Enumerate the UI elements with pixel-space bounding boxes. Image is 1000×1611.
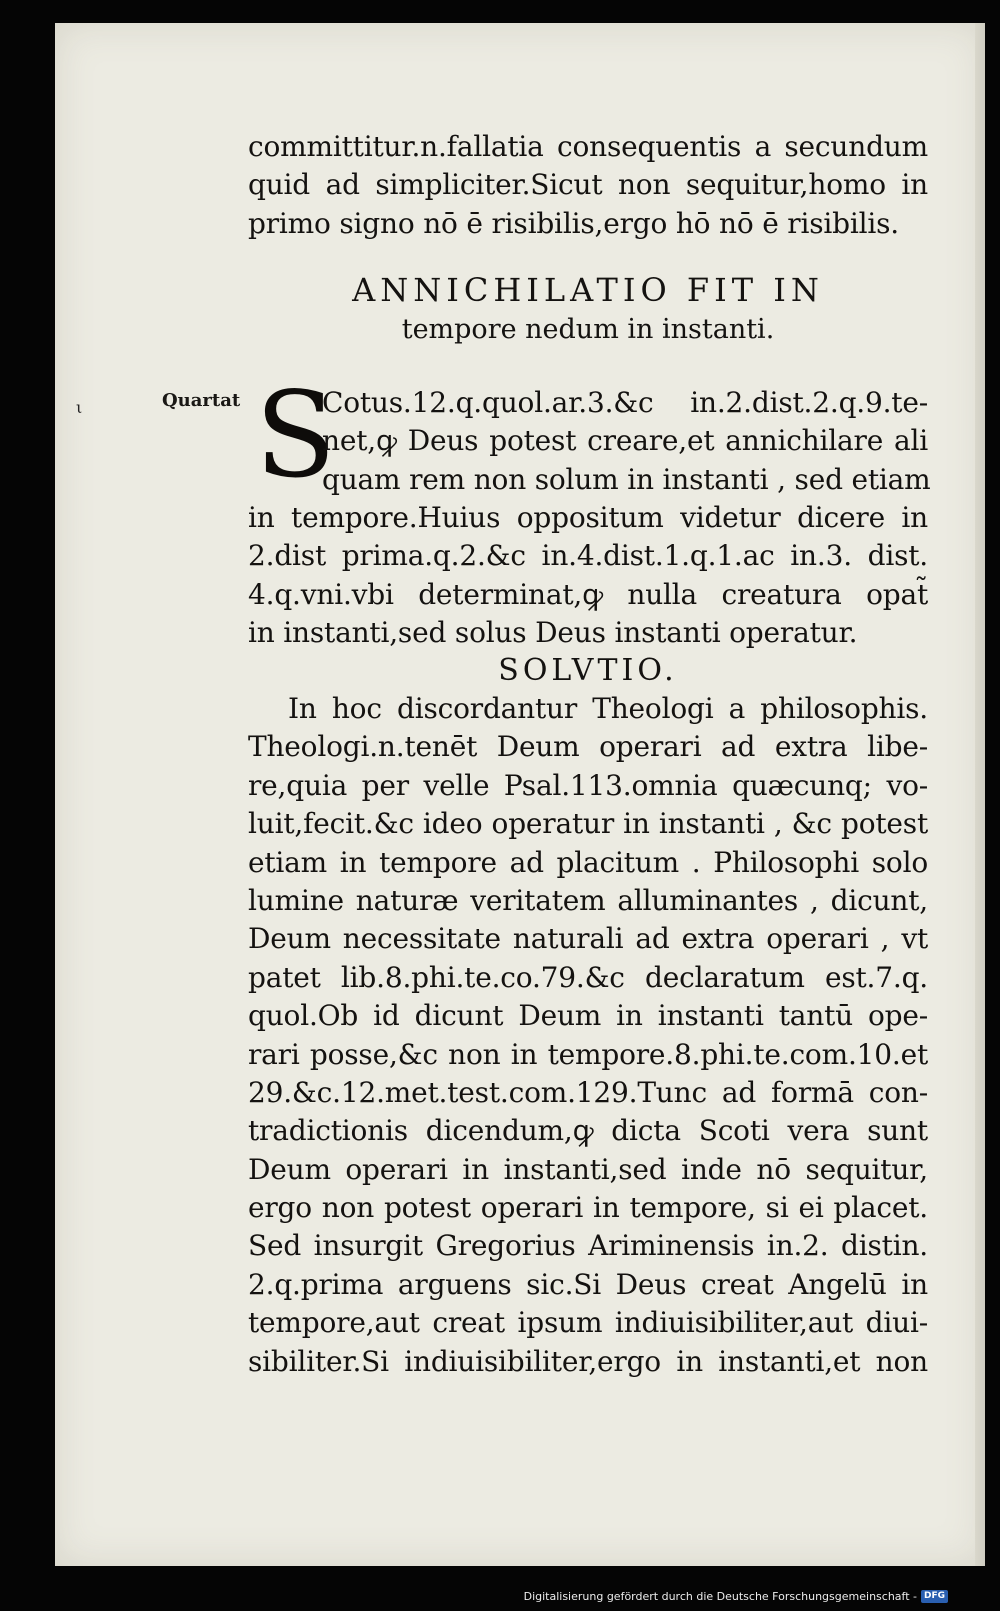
text-line: in instanti,sed solus Deus instanti operatur.: [248, 616, 858, 650]
text-line: ergo non potest operari in tempore, si ei placet.: [248, 1191, 928, 1225]
text-line: net,ꝙ Deus potest creare,et annichilare ali: [322, 424, 928, 458]
text-line: Theologi.n.tenēt Deum operari ad extra libe-: [248, 730, 928, 764]
text-line: luit,fecit.&c ideo operatur in instanti , &c potest: [248, 807, 928, 841]
text-line: 4.q.vni.vbi determinat,ꝙ nulla creatura opat̃: [248, 577, 928, 611]
text-line: quid ad simpliciter.Sicut non sequitur,homo in: [248, 168, 928, 202]
text-line: 29.&c.12.met.test.com.129.Tunc ad formā con-: [248, 1075, 928, 1109]
text-line: committitur.n.fallatia consequentis a secundum: [248, 130, 928, 163]
text-line: lumine naturæ veritatem alluminantes , dicunt,: [248, 883, 928, 917]
credit-text: Digitalisierung gefördert durch die Deutsche Forschungsgemeinschaft -: [523, 1590, 917, 1603]
text-line: rari posse,&c non in tempore.8.phi.te.com.10.et: [248, 1037, 928, 1071]
text-line: 2.dist prima.q.2.&c in.4.dist.1.q.1.ac in.3. dist.: [248, 539, 928, 573]
text-line: 2.q.prima arguens sic.Si Deus creat Angelū in: [248, 1267, 928, 1301]
text-line: tradictionis dicendum,ꝙ dicta Scoti vera sunt: [248, 1114, 928, 1148]
text-line: re,quia per velle Psal.113.omnia quæcunq; vo-: [248, 768, 928, 802]
text-line: etiam in tempore ad placitum . Philosophi solo: [248, 845, 928, 879]
text-block-drop: [322, 384, 931, 499]
gutter-mark: ι: [76, 398, 83, 417]
text-line: tempore,aut creat ipsum indiuisibiliter,aut diui-: [248, 1306, 928, 1340]
text-line: quol.Ob id dicunt Deum in instanti tantū ope-: [248, 999, 928, 1033]
text-line: Deum operari in instanti,sed inde nō sequitur,: [248, 1152, 928, 1186]
text-line: Cotus.12.q.quol.ar.3.&c in.2.dist.2.q.9.te-: [322, 386, 928, 419]
text-line: in tempore.Huius oppositum videtur dicere in: [248, 501, 928, 534]
text-block-top: [248, 128, 928, 243]
text-line: patet lib.8.phi.te.co.79.&c declaratum est.7.q.: [248, 960, 928, 994]
text-line: Sed insurgit Gregorius Ariminensis in.2. distin.: [248, 1229, 928, 1263]
section-subheading: tempore nedum in instanti.: [401, 314, 775, 345]
section-heading: ANNICHILATIO FIT IN: [352, 271, 824, 309]
solutio-heading: SOLVTIO.: [498, 653, 678, 688]
digitization-credit: [524, 1590, 948, 1603]
text-line: primo signo nō ē risibilis,ergo hō nō ē risibilis.: [248, 206, 900, 240]
text-line: In hoc discordantur Theologi a philosophis.: [288, 692, 928, 725]
text-block-middle: [248, 499, 928, 653]
text-line: Deum necessitate naturali ad extra operari , vt: [248, 922, 928, 956]
text-line: sibiliter.Si indiuisibiliter,ergo in instanti,et non: [248, 1344, 928, 1378]
text-block-bottom: [248, 690, 928, 1381]
dfg-logo-badge: DFG: [921, 1590, 948, 1603]
drop-initial: S: [255, 366, 336, 504]
page-edge: [975, 23, 985, 1566]
margin-note: Quartat: [162, 390, 241, 411]
text-line: quam rem non solum in instanti , sed etiam: [322, 462, 931, 496]
